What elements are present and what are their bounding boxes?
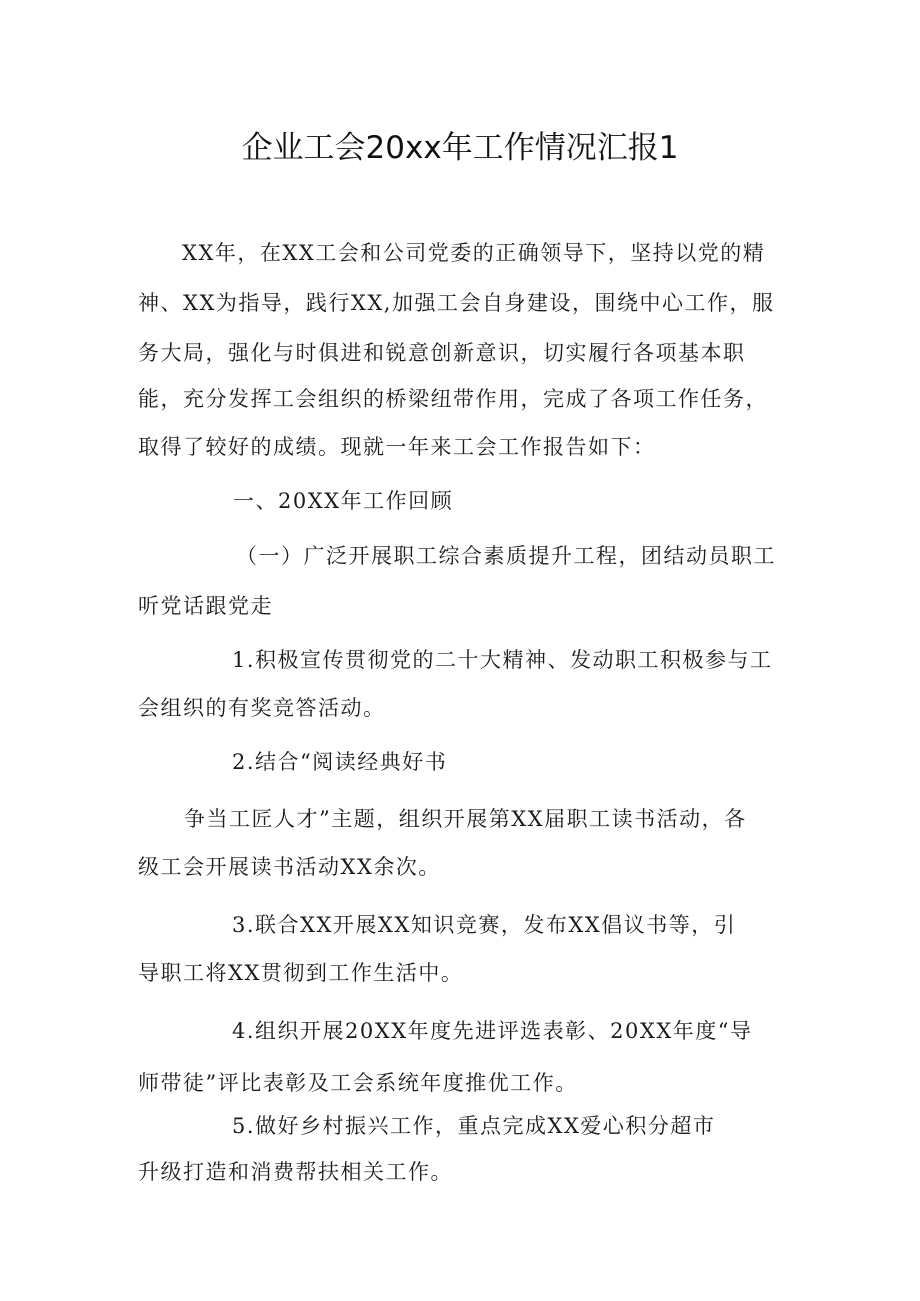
intro-line-1: XX年，在XX工会和公司党委的正确领导下，坚持以党的精 (182, 241, 766, 265)
subsection-heading-line-2: 听党话跟党走 (138, 594, 273, 618)
item-4-line-1: 4.组织开展20XX年度先进评选表彰、20XX年度“导 (232, 1019, 753, 1043)
item-1-line-2: 会组织的有奖竞答活动。 (138, 696, 386, 720)
item-5-line-1: 5.做好乡村振兴工作，重点完成XX爱心积分超市 (232, 1114, 716, 1138)
intro-line-5: 取得了较好的成绩。现就一年来工会工作报告如下： (138, 435, 656, 459)
item-2-line-1: 2.结合“阅读经典好书 (232, 750, 448, 774)
document-title: 企业工会20xx年工作情况汇报1 (241, 130, 679, 166)
item-5-line-2: 升级打造和消费帮扶相关工作。 (138, 1160, 453, 1184)
intro-line-3: 务大局，强化与时俱进和锐意创新意识，切实履行各项基本职 (138, 341, 746, 365)
subsection-heading-line-1: （一）广泛开展职工综合素质提升工程，团结动员职工 (236, 544, 776, 568)
item-2-line-3: 级工会开展读书活动XX余次。 (138, 855, 441, 879)
item-1-line-1: 1.积极宣传贯彻党的二十大精神、发动职工积极参与工 (232, 648, 773, 672)
item-2-line-2: 争当工匠人才”主题，组织开展第XX届职工读书活动，各 (184, 807, 747, 831)
section-heading: 一、20XX年工作回顾 (233, 489, 454, 513)
item-3-line-2: 导职工将XX贯彻到工作生活中。 (138, 961, 464, 985)
item-3-line-1: 3.联合XX开展XX知识竞赛，发布XX倡议书等，引 (232, 913, 737, 937)
item-4-line-2: 师带徒”评比表彰及工会系统年度推优工作。 (138, 1071, 578, 1095)
intro-line-2: 神、XX为指导，践行XX,加强工会自身建设，围绕中心工作，服 (138, 291, 775, 315)
intro-line-4: 能，充分发挥工会组织的桥梁纽带作用，完成了各项工作任务， (138, 387, 768, 411)
